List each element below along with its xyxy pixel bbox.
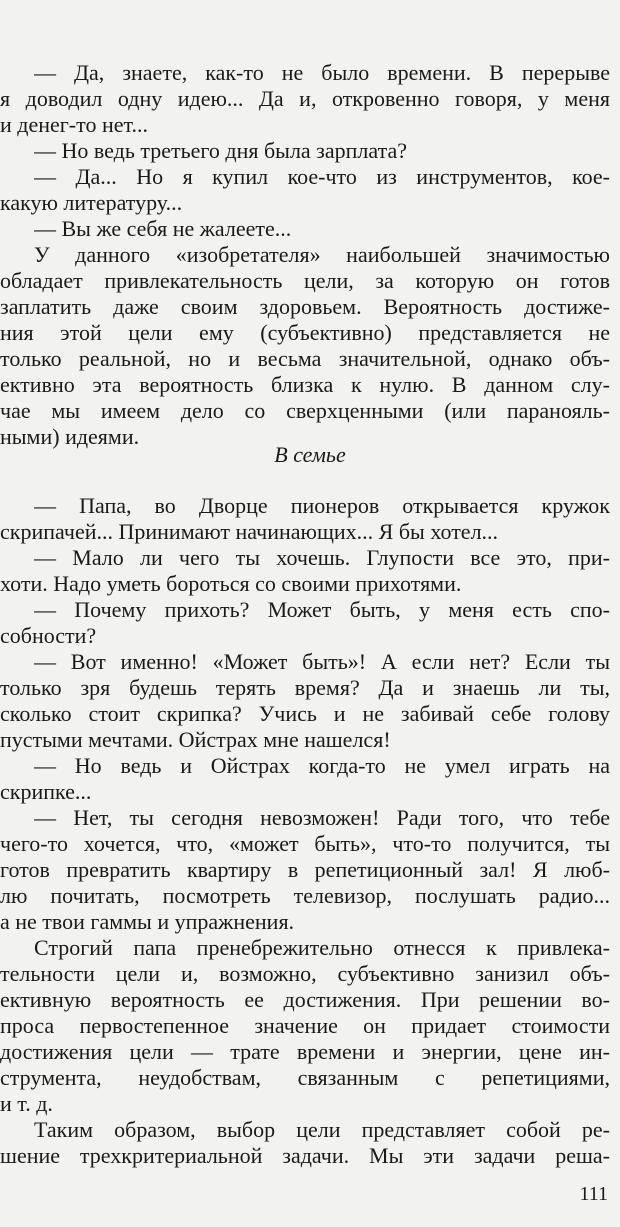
text-line: шение трехкритериальной задачи. Мы эти задачи реша- — [0, 1143, 610, 1168]
text-line: струмента, неудобствам, связанным с репетициями, — [0, 1065, 610, 1090]
text-line: хоти. Надо уметь бороться со своими прихотями. — [0, 571, 462, 596]
text-line: чего-то хочется, что, «может быть», что-то получится, ты — [0, 831, 610, 856]
text-line: обладает привлекательность цели, за которую он готов — [0, 268, 610, 293]
text-line: Строгий папа пренебрежительно отнесся к привлека- — [34, 935, 610, 960]
text-line: проса первостепенное значение он придает стоимости — [0, 1013, 610, 1038]
text-line: скрипачей... Принимают начинающих... Я бы хотел... — [0, 519, 499, 544]
text-line: — Папа, во Дворце пионеров открывается кружок — [34, 493, 610, 518]
text-line: — Да, знаете, как-то не было времени. В перерыве — [34, 60, 610, 85]
text-line: ективную вероятность ее достижения. При решении во- — [0, 987, 610, 1012]
text-line: — Мало ли чего ты хочешь. Глупости все это, при- — [34, 545, 610, 570]
text-line: ективно эта вероятность близка к нулю. В данном слу- — [0, 372, 610, 397]
text-line: лю почитать, посмотреть телевизор, послушать радио... — [0, 883, 610, 908]
text-line: только зря будешь терять время? Да и знаешь ли ты, — [0, 675, 610, 700]
text-line: — Но ведь и Ойстрах когда-то не умел играть на — [34, 753, 610, 778]
text-line: чае мы имеем дело со сверхценными (или паранояль- — [0, 398, 610, 423]
text-line: я доводил одну идею... Да и, откровенно говоря, у меня — [0, 86, 610, 111]
text-line: какую литературу... — [0, 190, 183, 215]
text-line: и денег-то нет... — [0, 112, 148, 137]
text-line: тельности цели и, возможно, субъективно занизил объ- — [0, 961, 610, 986]
text-line: Таким образом, выбор цели представляет собой ре- — [34, 1117, 610, 1142]
text-line: У данного «изобретателя» наибольшей значимостью — [34, 242, 610, 267]
text-line: — Вы же себя не жалеете... — [34, 216, 292, 241]
text-line: — Но ведь третьего дня была зарплата? — [34, 138, 408, 163]
section-heading: В семье — [274, 442, 346, 467]
text-line: — Почему прихоть? Может быть, у меня есть спо- — [34, 597, 610, 622]
text-line: достижения цели — трате времени и энергии, цене ин- — [0, 1039, 610, 1064]
text-line: готов превратить квартиру в репетиционный зал! Я люб- — [0, 857, 610, 882]
text-line: пустыми мечтами. Ойстрах мне нашелся! — [0, 727, 391, 752]
text-line: скрипке... — [0, 779, 92, 804]
text-line: и т. д. — [0, 1091, 53, 1116]
text-line: сколько стоит скрипка? Учись и не забивай себе голову — [0, 701, 610, 726]
text-line: заплатить даже своим здоровьем. Вероятность достиже- — [0, 294, 610, 319]
text-line: ния этой цели ему (субъективно) представляется не — [0, 320, 610, 345]
text-line: ными) идеями. — [0, 424, 140, 449]
text-line: только реальной, но и весьма значительной, однако объ- — [0, 346, 610, 371]
text-line: — Нет, ты сегодня невозможен! Ради того, что тебе — [34, 805, 610, 830]
text-line: — Да... Но я купил кое-что из инструментов, кое- — [34, 164, 610, 189]
text-line: — Вот именно! «Может быть»! А если нет? Если ты — [34, 649, 610, 674]
text-line: собности? — [0, 623, 97, 648]
text-line: а не твои гаммы и упражнения. — [0, 909, 295, 934]
page-number: 111 — [579, 1183, 608, 1205]
